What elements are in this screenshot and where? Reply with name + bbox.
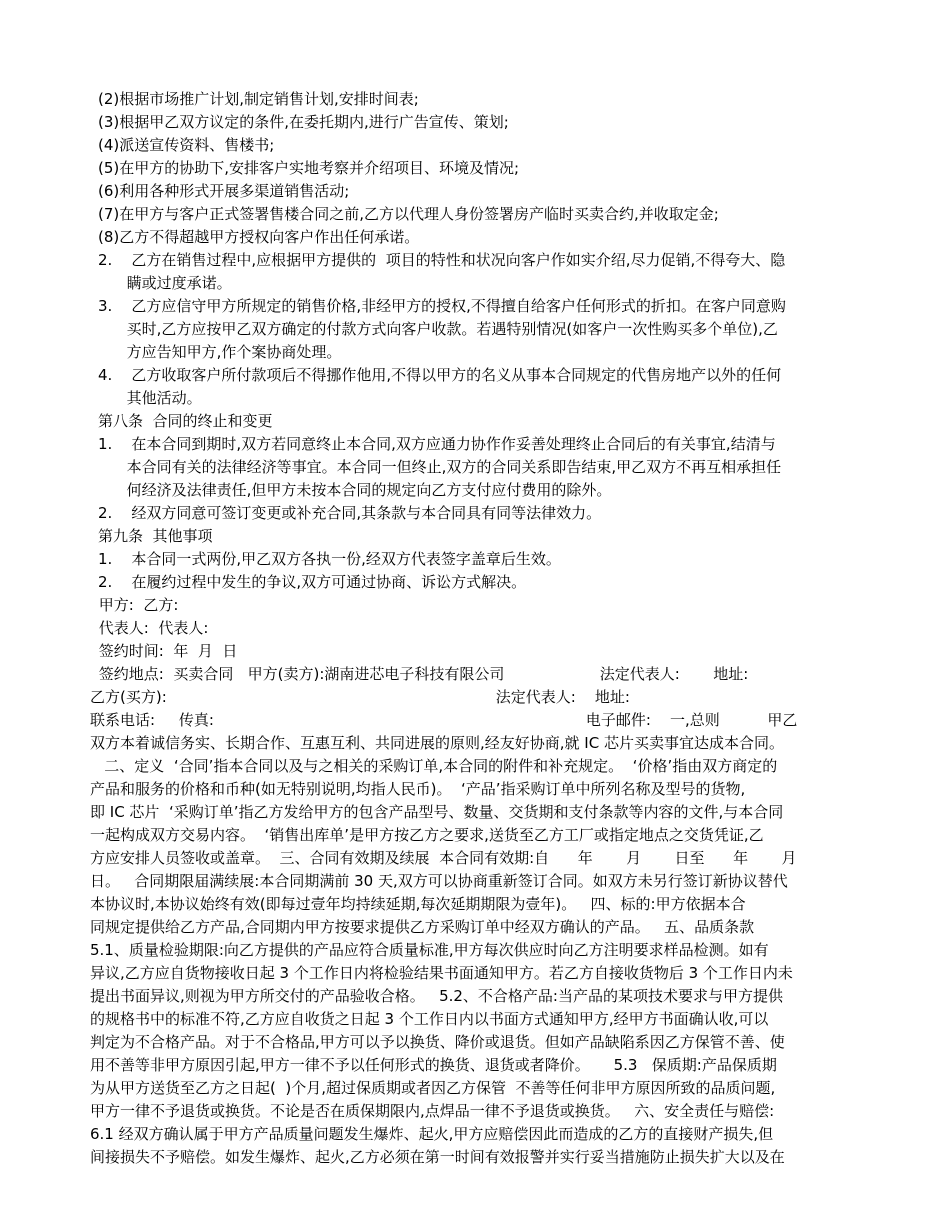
text-line: 2. 经双方同意可签订变更或补充合同,其条款与本合同具有同等法律效力。 bbox=[98, 504, 602, 522]
text-line: 的规格书中的标准不符,乙方应自收货之日起 3 个工作日内以书面方式通知甲方,经甲方书面确认收,可以 bbox=[90, 1010, 769, 1028]
signature-line: 代表人: 代表人: bbox=[94, 619, 209, 637]
text-line: 二、定义 ‘合同’指本合同以及与之相关的采购订单,本合同的附件和补充规定。 ‘价格’指由双方商定的 bbox=[90, 757, 778, 775]
text-line: 2. 乙方在销售过程中,应根据甲方提供的 项目的特性和状况向客户作如实介绍,尽力促销,不得夸大、隐 bbox=[98, 251, 786, 269]
text-line: 产品和服务的价格和币种(如无特别说明,均指人民币)。 ‘产品’指采购订单中所列名称及型号的货物, bbox=[90, 780, 746, 798]
text-line: 其他活动。 bbox=[98, 389, 202, 407]
section-heading: 第八条 合同的终止和变更 bbox=[98, 412, 273, 430]
text-line: (2)根据市场推广计划,制定销售计划,安排时间表; bbox=[98, 90, 419, 108]
signature-line: 签约地点: 买卖合同 甲方(卖方):湖南进芯电子科技有限公司 法定代表人: 地址: bbox=[94, 665, 749, 683]
text-line: (8)乙方不得超越甲方授权向客户作出任何承诺。 bbox=[98, 228, 420, 246]
text-line: 即 IC 芯片 ‘采购订单’指乙方发给甲方的包含产品型号、数量、交货期和支付条款等内容的文件,与本合同 bbox=[90, 803, 784, 821]
text-line: 异议,乙方应自货物接收日起 3 个工作日内将检验结果书面通知甲方。若乙方自接收货物后 3 个工作日内未 bbox=[90, 964, 793, 982]
text-line: 双方本着诚信务实、长期合作、互惠互利、共同进展的原则,经友好协商,就 IC 芯片买卖事宜达成本合同。 bbox=[90, 734, 784, 752]
text-line: 1. 本合同一式两份,甲乙双方各执一份,经双方代表签字盖章后生效。 bbox=[98, 550, 561, 568]
text-line: 方应安排人员签收或盖章。 三、合同有效期及续展 本合同有效期:自 年 月 日至 年 月 bbox=[90, 849, 797, 867]
text-line: 瞒或过度承诺。 bbox=[98, 274, 232, 292]
text-line: 联系电话: 传真: 电子邮件: 一,总则 甲乙 bbox=[90, 711, 798, 729]
text-line: 一起构成双方交易内容。 ‘销售出库单’是甲方按乙方之要求,送货至乙方工厂或指定地点之交货凭证,乙 bbox=[90, 826, 764, 844]
text-line: 买时,乙方应按甲乙双方确定的付款方式向客户收款。若遇特别情况(如客户一次性购买多个单位),乙 bbox=[98, 320, 778, 338]
text-line: 本协议时,本协议始终有效(即每过壹年均持续延期,每次延期期限为壹年)。 四、标的:甲方依据本合 bbox=[90, 895, 746, 913]
text-line: 3. 乙方应信守甲方所规定的销售价格,非经甲方的授权,不得擅自给客户任何形式的折扣。在客户同意购 bbox=[98, 297, 786, 315]
signature-line: 签约时间: 年 月 日 bbox=[94, 642, 238, 660]
text-line: 甲方一律不予退货或换货。不论是否在质保期限内,点焊品一律不予退货或换货。 六、安全责任与赔偿: bbox=[90, 1102, 775, 1120]
text-line: 间接损失不予赔偿。如发生爆炸、起火,乙方必须在第一时间有效报警并实行妥当措施防止损失扩大以及在 bbox=[90, 1148, 785, 1166]
section-heading: 第九条 其他事项 bbox=[98, 527, 213, 545]
text-line: 本合同有关的法律经济等事宜。本合同一但终止,双方的合同关系即告结束,甲乙双方不再互相承担任 bbox=[98, 458, 782, 476]
text-line: 乙方(买方): 法定代表人: 地址: bbox=[90, 688, 630, 706]
text-line: 用不善等非甲方原因引起,甲方一律不予以任何形式的换货、退货或者降价。 5.3 保质期:产品保质期 bbox=[90, 1056, 777, 1074]
text-line: (4)派送宣传资料、售楼书; bbox=[98, 136, 275, 154]
text-line: 4. 乙方收取客户所付款项后不得挪作他用,不得以甲方的名义从事本合同规定的代售房地产以外的任何 bbox=[98, 366, 782, 384]
text-line: 5.1、质量检验期限:向乙方提供的产品应符合质量标准,甲方每次供应时向乙方注明要求样品检测。如有 bbox=[90, 941, 769, 959]
text-line: (7)在甲方与客户正式签署售楼合同之前,乙方以代理人身份签署房产临时买卖合约,并收取定金; bbox=[98, 205, 719, 223]
signature-line: 甲方: 乙方: bbox=[94, 596, 179, 614]
text-line: (6)利用各种形式开展多渠道销售活动; bbox=[98, 182, 350, 200]
text-line: 同规定提供给乙方产品,合同期内甲方按要求提供乙方采购订单中经双方确认的产品。 五、品质条款 bbox=[90, 918, 755, 936]
text-line: 为从甲方送货至乙方之日起( )个月,超过保质期或者因乙方保管 不善等任何非甲方原因所致的品质问题, bbox=[90, 1079, 776, 1097]
text-line: 1. 在本合同到期时,双方若同意终止本合同,双方应通力协作作妥善处理终止合同后的有关事宜,结清与 bbox=[98, 435, 776, 453]
text-line: 2. 在履约过程中发生的争议,双方可通过协商、诉讼方式解决。 bbox=[98, 573, 527, 591]
text-line: 提出书面异议,则视为甲方所交付的产品验收合格。 5.2、不合格产品:当产品的某项技术要求与甲方提供 bbox=[90, 987, 783, 1005]
text-line: 日。 合同期限届满续展:本合同期满前 30 天,双方可以协商重新签订合同。如双方未另行签订新协议替代 bbox=[90, 872, 788, 890]
text-line: (3)根据甲乙双方议定的条件,在委托期内,进行广告宣传、策划; bbox=[98, 113, 509, 131]
text-line: 方应告知甲方,作个案协商处理。 bbox=[98, 343, 342, 361]
text-line: 6.1 经双方确认属于甲方产品质量问题发生爆炸、起火,甲方应赔偿因此而造成的乙方的直接财产损失,但 bbox=[90, 1125, 774, 1143]
text-line: (5)在甲方的协助下,安排客户实地考察并介绍项目、环境及情况; bbox=[98, 159, 520, 177]
text-line: 何经济及法律责任,但甲方未按本合同的规定向乙方支付应付费用的除外。 bbox=[98, 481, 612, 499]
text-line: 判定为不合格产品。对于不合格品,甲方可以予以换货、降价或退货。但如产品缺陷系因乙方保管不善、使 bbox=[90, 1033, 785, 1051]
